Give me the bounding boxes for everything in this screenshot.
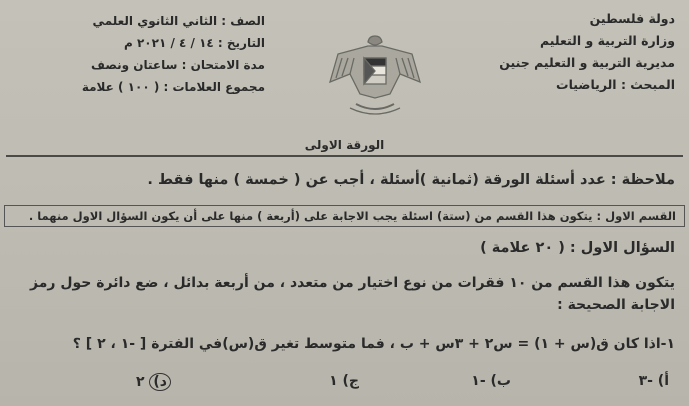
choice-d-label-circled: د) xyxy=(149,373,171,391)
duration-line: مدة الامتحان : ساعتان ونصف xyxy=(91,58,265,72)
header-left xyxy=(20,10,265,98)
section-one-instructions: القسم الاول : يتكون هذا القسم من (ستة) اسئلة يجب الاجابة على (أربعة ) منها على أن يكون السؤال الاول منهما . xyxy=(4,205,685,227)
choice-d-value: ٢ xyxy=(135,374,145,390)
choice-d[interactable] xyxy=(136,373,171,391)
exam-note: ملاحظة : عدد أسئلة الورقة (ثمانية )أسئلة ، أجب عن ( خمسة ) منها فقط . xyxy=(147,172,675,188)
directorate-name: مديرية التربية و التعليم جنين xyxy=(499,55,675,70)
palestine-eagle-emblem-icon xyxy=(320,24,430,120)
choice-b[interactable]: ب) -١ xyxy=(471,373,511,389)
paper-title: الورقة الاولى xyxy=(304,138,385,152)
divider xyxy=(6,155,683,157)
header-right xyxy=(455,8,675,96)
answer-choices xyxy=(0,373,689,403)
question-one-intro: يتكون هذا القسم من ١٠ فقرات من نوع اختيار من متعدد ، من أربعة بدائل ، ضع دائرة حول رمز الاجابة الصحيحة : xyxy=(30,275,675,313)
subject-line: المبحث : الرياضيات xyxy=(556,77,675,92)
total-marks-line: مجموع العلامات : ( ١٠٠ ) علامة xyxy=(81,80,265,94)
choice-a[interactable]: أ) -٣ xyxy=(638,373,669,389)
state-name: دولة فلسطين xyxy=(589,11,675,26)
question-item-1: ١-اذا كان ق(س + ١) = س٢ + ٣س + ب ، فما متوسط تغير ق(س)في الفترة [ -١ ، ٢ ] ؟ xyxy=(72,336,675,352)
choice-c[interactable]: ج) ١ xyxy=(329,373,359,389)
grade-line: الصف : الثاني الثانوي العلمي xyxy=(92,14,265,28)
ministry-name: وزارة التربية و التعليم xyxy=(539,33,675,48)
date-line: التاريخ : ١٤ / ٤ / ٢٠٢١ م xyxy=(123,36,265,50)
question-one-title: السؤال الاول : ( ٢٠ علامة ) xyxy=(480,240,675,256)
